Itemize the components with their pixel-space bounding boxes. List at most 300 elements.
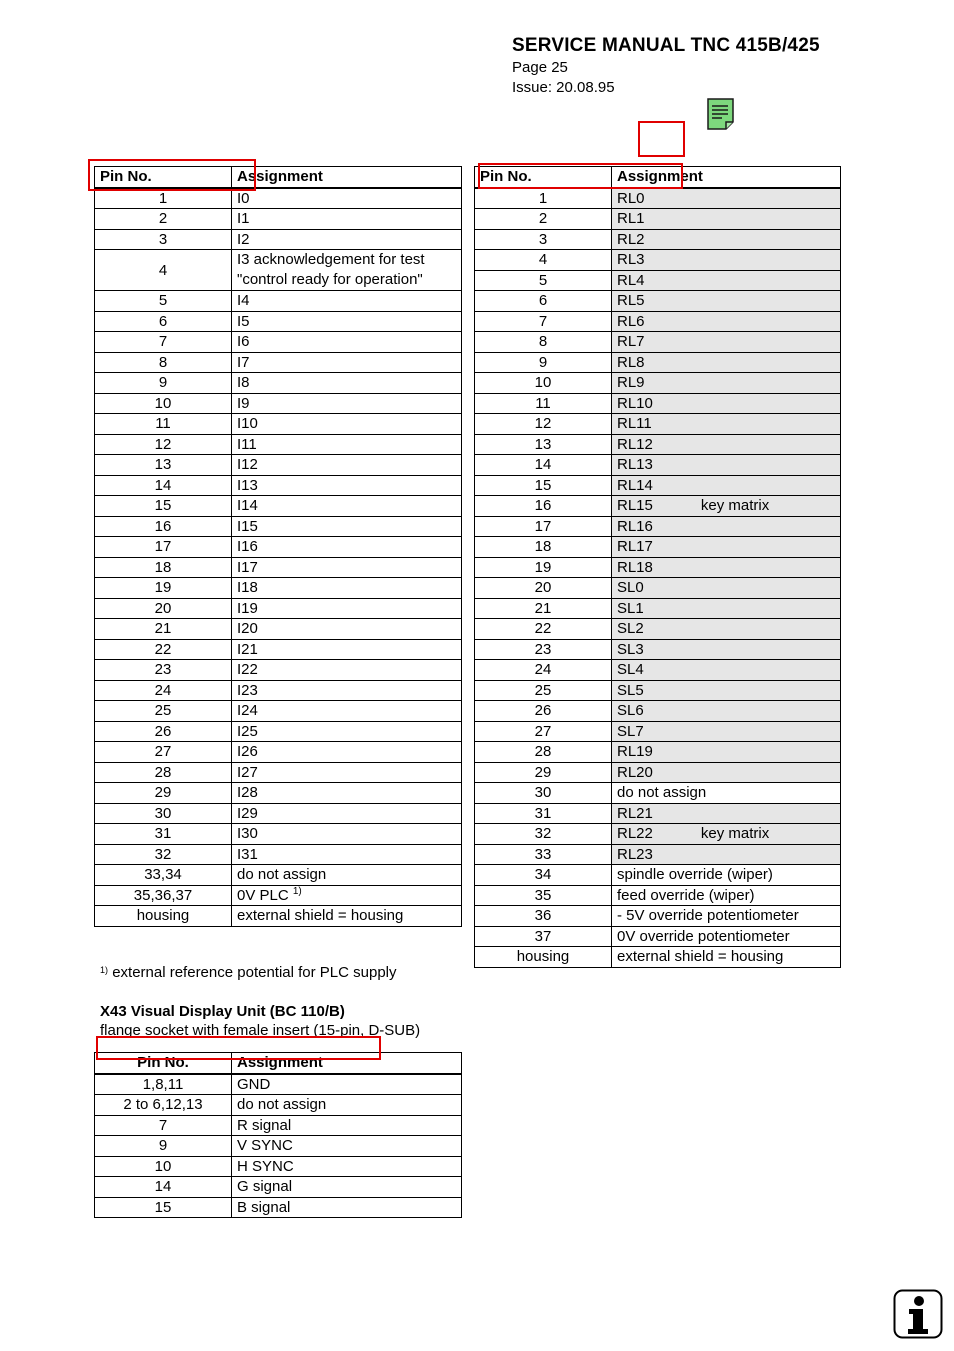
table-row: [95, 1074, 462, 1095]
pin-assignment: [232, 496, 462, 517]
assignment-text: RL0: [617, 189, 645, 207]
pin-assignment: [612, 188, 841, 209]
pin-number: 5: [475, 270, 612, 291]
assignment-text: do not assign: [237, 866, 327, 884]
table-row: [95, 496, 462, 517]
assignment-text: I2: [237, 230, 250, 248]
pin-number: 10: [95, 1156, 232, 1177]
assignment-text: I10: [237, 415, 258, 433]
pin-assignment: [612, 742, 841, 763]
pin-assignment: [232, 762, 462, 783]
assignment-text: 0V override potentiometer: [617, 927, 790, 945]
footnote-marker: 1): [100, 965, 109, 975]
x43-section-subtitle: flange socket with female insert (15-pin, D-SUB): [100, 1022, 421, 1039]
pin-assignment: [612, 598, 841, 619]
pin-number: 29: [95, 783, 232, 804]
pin-number: 22: [475, 619, 612, 640]
pin-number: 18: [95, 557, 232, 578]
assignment-text: I28: [237, 784, 258, 802]
table-row: [95, 721, 462, 742]
assignment-text: I15: [237, 517, 258, 535]
table-row: [95, 1156, 462, 1177]
pin-assignment: [612, 619, 841, 640]
assignment-text: I19: [237, 599, 258, 617]
assignment-text: RL14: [617, 476, 653, 494]
pin-assignment: [232, 455, 462, 476]
pin-assignment: [612, 844, 841, 865]
pin-number: 6: [475, 291, 612, 312]
pin-number: 2 to 6,12,13: [95, 1095, 232, 1116]
column-header-assignment: Assignment: [612, 167, 841, 188]
pin-number: 21: [95, 619, 232, 640]
header-page: Page 25: [512, 59, 568, 76]
pin-assignment: [232, 844, 462, 865]
pin-number: 16: [95, 516, 232, 537]
table-row: [95, 906, 462, 927]
table-row: [95, 598, 462, 619]
pin-assignment: [232, 1156, 462, 1177]
assignment-text: RL8: [617, 353, 645, 371]
assignment-text: RL3: [617, 251, 645, 269]
pin-number: 2: [475, 209, 612, 230]
pin-number: 11: [475, 393, 612, 414]
pin-assignment: [612, 701, 841, 722]
pin-number: 12: [475, 414, 612, 435]
table-row: [475, 783, 841, 804]
pin-number: 9: [95, 373, 232, 394]
highlight-box-small: [638, 121, 685, 157]
pin-number: 12: [95, 434, 232, 455]
pin-assignment: [612, 209, 841, 230]
table-row: [475, 291, 841, 312]
pin-number: 24: [95, 680, 232, 701]
pin-assignment: [232, 824, 462, 845]
pin-assignment: [612, 639, 841, 660]
assignment-text: RL7: [617, 333, 645, 351]
assignment-text: RL1: [617, 210, 645, 228]
table-row: [475, 598, 841, 619]
table-row: [95, 373, 462, 394]
table-row: [95, 680, 462, 701]
pin-assignment: [232, 639, 462, 660]
table-row: [475, 824, 841, 845]
assignment-text: I23: [237, 681, 258, 699]
pin-assignment: [232, 291, 462, 312]
table-row: [95, 434, 462, 455]
pin-number: 7: [95, 332, 232, 353]
pin-number: 11: [95, 414, 232, 435]
pin-assignment: [612, 537, 841, 558]
assignment-text: I26: [237, 743, 258, 761]
column-header-pin: Pin No.: [475, 167, 612, 188]
table-row: [475, 270, 841, 291]
table-row: [475, 906, 841, 927]
pin-assignment: [232, 906, 462, 927]
table-row: [475, 578, 841, 599]
assignment-text: RL11: [617, 415, 652, 433]
pin-assignment: [612, 926, 841, 947]
key-matrix-note: key matrix: [700, 497, 770, 515]
assignment-text: 0V PLC: [237, 886, 289, 904]
pin-number: 30: [475, 783, 612, 804]
assignment-text: G signal: [237, 1178, 293, 1196]
table-row: [95, 414, 462, 435]
pin-number: 9: [475, 352, 612, 373]
assignment-text: SL3: [617, 640, 644, 658]
table-row: [475, 250, 841, 271]
table-row: [95, 803, 462, 824]
note-page-icon[interactable]: [706, 98, 736, 130]
pin-number: 32: [475, 824, 612, 845]
pin-assignment: [232, 373, 462, 394]
pin-assignment: [612, 475, 841, 496]
column-header-pin: Pin No.: [95, 1053, 232, 1074]
pin-number: 34: [475, 865, 612, 886]
pin-number: 30: [95, 803, 232, 824]
assignment-text: SL4: [617, 661, 644, 679]
pin-assignment: [232, 250, 462, 291]
table-row: [475, 926, 841, 947]
assignment-text: SL0: [617, 579, 644, 597]
assignment-text: R signal: [237, 1116, 292, 1134]
pin-assignment: [612, 783, 841, 804]
table-row: [475, 639, 841, 660]
pin-assignment: [232, 516, 462, 537]
assignment-text: RL15: [617, 497, 653, 515]
assignment-text: I27: [237, 763, 258, 781]
pin-number: 10: [475, 373, 612, 394]
pin-number: 1: [475, 188, 612, 209]
assignment-text: SL2: [617, 620, 644, 638]
table-row: [95, 475, 462, 496]
assignment-text: GND: [237, 1075, 271, 1093]
pin-assignment: [232, 557, 462, 578]
pin-number: 20: [475, 578, 612, 599]
assignment-text: I14: [237, 497, 258, 515]
pin-assignment: [232, 188, 462, 209]
assignment-text: I6: [237, 333, 250, 351]
assignment-text: B signal: [237, 1198, 291, 1216]
table-row: [95, 701, 462, 722]
pin-number: 26: [475, 701, 612, 722]
assignment-text: RL5: [617, 292, 645, 310]
pin-assignment: [232, 229, 462, 250]
pin-assignment: [232, 1197, 462, 1218]
pin-assignment: [232, 721, 462, 742]
table-row: [95, 578, 462, 599]
table-row: [95, 1095, 462, 1116]
pin-assignment: [612, 885, 841, 906]
pin-assignment: [232, 1095, 462, 1116]
table-row: [95, 209, 462, 230]
assignment-text: RL4: [617, 271, 645, 289]
pin-assignment: [232, 742, 462, 763]
pin-number: 35: [475, 885, 612, 906]
assignment-text: H SYNC: [237, 1157, 294, 1175]
pin-assignment: [612, 291, 841, 312]
pin-number: 17: [95, 537, 232, 558]
pin-number: 28: [95, 762, 232, 783]
column-header-assignment: Assignment: [232, 1053, 462, 1074]
pin-number: 27: [475, 721, 612, 742]
table-row: [475, 455, 841, 476]
pin-number: 10: [95, 393, 232, 414]
assignment-text: RL6: [617, 312, 645, 330]
pin-assignment: [232, 332, 462, 353]
assignment-text: I22: [237, 661, 258, 679]
assignment-text: I1: [237, 210, 250, 228]
pin-number: 5: [95, 291, 232, 312]
pin-assignment: [232, 434, 462, 455]
column-header-pin: Pin No.: [95, 167, 232, 188]
table-row: [95, 291, 462, 312]
pin-assignment: [232, 1177, 462, 1198]
x43-section-title: X43 Visual Display Unit (BC 110/B): [100, 1003, 345, 1020]
pin-assignment: [612, 393, 841, 414]
assignment-text: I5: [237, 312, 250, 330]
assignment-text: I31: [237, 845, 258, 863]
pin-number: 27: [95, 742, 232, 763]
table-row: [475, 373, 841, 394]
assignment-text: do not assign: [237, 1096, 327, 1114]
assignment-text: I9: [237, 394, 250, 412]
table-row: [475, 742, 841, 763]
assignment-text: I16: [237, 538, 258, 556]
table-row: [95, 455, 462, 476]
pin-assignment: [232, 1136, 462, 1157]
footnote-text: external reference potential for PLC supply: [112, 964, 397, 981]
pin-number: 19: [475, 557, 612, 578]
assignment-text: RL9: [617, 374, 645, 392]
pin-assignment: [612, 270, 841, 291]
table-row: [475, 557, 841, 578]
table-row: [95, 865, 462, 886]
pin-number: 31: [95, 824, 232, 845]
table-row: [475, 393, 841, 414]
table-row: [475, 209, 841, 230]
assignment-text: RL13: [617, 456, 653, 474]
pin-number: 15: [95, 496, 232, 517]
pin-number: housing: [475, 947, 612, 968]
pin-number: 33: [475, 844, 612, 865]
pin-assignment: [612, 455, 841, 476]
pin-number: 6: [95, 311, 232, 332]
header-issue: Issue: 20.08.95: [512, 79, 615, 96]
assignment-text: I12: [237, 456, 258, 474]
table-row: [95, 352, 462, 373]
pin-assignment: [612, 762, 841, 783]
table-row: [475, 721, 841, 742]
table-row: [475, 865, 841, 886]
pin-assignment: [232, 619, 462, 640]
assignment-text: RL21: [617, 804, 653, 822]
pin-assignment: [232, 885, 462, 906]
pin-assignment: [232, 1074, 462, 1095]
table-row: [95, 1177, 462, 1198]
table-row: [95, 311, 462, 332]
pin-number: 22: [95, 639, 232, 660]
assignment-text: I24: [237, 702, 258, 720]
table-row: [475, 619, 841, 640]
pin-number: 1,8,11: [95, 1074, 232, 1095]
table-row: [475, 311, 841, 332]
pin-number: 14: [95, 475, 232, 496]
info-icon[interactable]: [893, 1289, 943, 1339]
pin-assignment: [612, 496, 841, 517]
assignment-text: I7: [237, 353, 250, 371]
assignment-text: external shield = housing: [617, 948, 784, 966]
pin-assignment: [612, 229, 841, 250]
pin-number: 15: [95, 1197, 232, 1218]
table-row: [95, 557, 462, 578]
table-row: [475, 496, 841, 517]
table-row: [475, 762, 841, 783]
pin-number: 9: [95, 1136, 232, 1157]
table-row: [475, 537, 841, 558]
pin-assignment: [612, 865, 841, 886]
table-row: [95, 393, 462, 414]
table-row: [95, 1197, 462, 1218]
pin-number: 7: [475, 311, 612, 332]
pin-assignment: [232, 352, 462, 373]
assignment-text: RL19: [617, 743, 653, 761]
assignment-text: RL17: [617, 538, 653, 556]
pin-assignment: [232, 1115, 462, 1136]
right-pin-table: [474, 166, 841, 968]
assignment-text: I11: [237, 435, 257, 453]
assignment-text: I8: [237, 374, 250, 392]
pin-number: 17: [475, 516, 612, 537]
pin-assignment: [232, 209, 462, 230]
pin-assignment: [612, 721, 841, 742]
pin-assignment: [232, 783, 462, 804]
pin-assignment: [232, 660, 462, 681]
pin-number: 25: [95, 701, 232, 722]
table-row: [95, 1136, 462, 1157]
assignment-text: I3 acknowledgement for test "control ready for operation": [237, 251, 425, 288]
table-row: [475, 680, 841, 701]
pin-assignment: [612, 434, 841, 455]
table-row: [475, 434, 841, 455]
pin-number: 14: [475, 455, 612, 476]
pin-assignment: [232, 680, 462, 701]
table-row: [475, 803, 841, 824]
pin-assignment: [612, 332, 841, 353]
pin-number: 7: [95, 1115, 232, 1136]
pin-number: 13: [475, 434, 612, 455]
table-row: [95, 516, 462, 537]
assignment-text: V SYNC: [237, 1137, 293, 1155]
pin-number: 8: [475, 332, 612, 353]
pin-assignment: [232, 701, 462, 722]
table-row: [475, 229, 841, 250]
table-row: [95, 885, 462, 906]
table-row: [475, 844, 841, 865]
pin-assignment: [612, 311, 841, 332]
pin-number: 3: [475, 229, 612, 250]
assignment-text: SL7: [617, 722, 644, 740]
assignment-text: SL5: [617, 681, 644, 699]
pin-assignment: [612, 373, 841, 394]
pin-assignment: [232, 393, 462, 414]
assignment-text: SL6: [617, 702, 644, 720]
pin-assignment: [232, 311, 462, 332]
table-row: [475, 188, 841, 209]
assignment-text: spindle override (wiper): [617, 866, 773, 884]
pin-assignment: [232, 475, 462, 496]
pin-number: 18: [475, 537, 612, 558]
pin-number: 2: [95, 209, 232, 230]
assignment-text: RL23: [617, 845, 653, 863]
table-row: [475, 947, 841, 968]
assignment-text: I18: [237, 579, 258, 597]
pin-number: 1: [95, 188, 232, 209]
assignment-text: RL20: [617, 763, 653, 781]
assignment-text: I20: [237, 620, 258, 638]
table-row: [475, 885, 841, 906]
assignment-text: I30: [237, 825, 258, 843]
assignment-text: - 5V override potentiometer: [617, 907, 799, 925]
pin-assignment: [612, 414, 841, 435]
pin-number: 25: [475, 680, 612, 701]
assignment-text: RL18: [617, 558, 653, 576]
assignment-text: I13: [237, 476, 258, 494]
table-row: [95, 619, 462, 640]
table-row: [95, 844, 462, 865]
pin-number: 13: [95, 455, 232, 476]
pin-number: 19: [95, 578, 232, 599]
table-row: [95, 783, 462, 804]
x43-pin-table: [94, 1052, 462, 1218]
footnote-reference: 1): [292, 885, 302, 897]
pin-assignment: [612, 557, 841, 578]
assignment-text: RL22: [617, 825, 653, 843]
pin-number: 4: [475, 250, 612, 271]
pin-number: 36: [475, 906, 612, 927]
pin-number: 14: [95, 1177, 232, 1198]
footnote: [100, 964, 397, 981]
pin-assignment: [612, 680, 841, 701]
pin-assignment: [612, 578, 841, 599]
pin-number: 20: [95, 598, 232, 619]
column-header-assignment: Assignment: [232, 167, 462, 188]
pin-assignment: [232, 598, 462, 619]
pin-number: 37: [475, 926, 612, 947]
table-row: [475, 414, 841, 435]
table-row: [475, 352, 841, 373]
table-row: [95, 188, 462, 209]
pin-number: 35,36,37: [95, 885, 232, 906]
assignment-text: I17: [237, 558, 258, 576]
pin-assignment: [232, 537, 462, 558]
pin-number: 33,34: [95, 865, 232, 886]
pin-assignment: [232, 803, 462, 824]
table-row: [95, 660, 462, 681]
table-row: [475, 701, 841, 722]
assignment-text: RL2: [617, 230, 645, 248]
pin-number: 24: [475, 660, 612, 681]
pin-number: 31: [475, 803, 612, 824]
table-row: [95, 250, 462, 291]
left-pin-table: [94, 166, 462, 927]
assignment-text: RL16: [617, 517, 653, 535]
assignment-text: I4: [237, 292, 250, 310]
pin-number: 28: [475, 742, 612, 763]
table-row: [475, 660, 841, 681]
pin-assignment: [612, 660, 841, 681]
table-row: [95, 824, 462, 845]
table-row: [95, 742, 462, 763]
